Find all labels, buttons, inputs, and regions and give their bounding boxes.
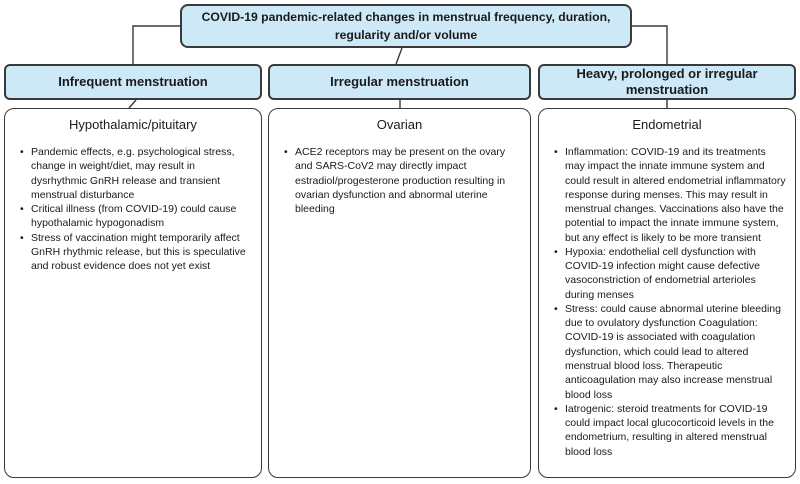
bullet-item: • Hypoxia: endothelial cell dysfunction with COVID-19 infection might cause defective vasoconstriction of endometrial arterioles during menses (554, 245, 786, 302)
bullet-item: • Stress of vaccination might temporarily affect GnRH rhythmic release, but this is speculative and robust evidence does not yet exist (20, 231, 252, 274)
bullet-item: • Critical illness (from COVID-19) could cause hypothalamic hypogonadism (20, 202, 252, 231)
bullet-item: • Pandemic effects, e.g. psychological stress, change in weight/diet, may result in dysrhythmic GnRH release and transient menstrual disturbance (20, 145, 252, 202)
bullet-item: • ACE2 receptors may be present on the ovary and SARS-CoV2 may directly impact estradiol/progesterone production resulting in ovarian dysfunction and abnormal uterine bleeding (284, 145, 521, 216)
connector-title-to-left-header (133, 26, 180, 64)
subheader-ovarian: Ovarian (376, 117, 423, 132)
content-box-endometrial (538, 108, 796, 478)
subheader-endometrial: Endometrial (632, 117, 702, 132)
bullet-item: • Inflammation: COVID-19 and its treatments may impact the innate immune system and could result in altered endometrial inflammatory response during menses. This may result in menstrual changes. Vaccinations also have the potential to impact the innate immune system, but any effect is likely to be more transient (554, 145, 786, 245)
header-infrequent-menstruation (4, 64, 262, 100)
connector-title-to-right-header (632, 26, 667, 64)
content-box-hypothalamic-pituitary (4, 108, 262, 478)
bullet-item: • Stress: could cause abnormal uterine bleeding due to ovulatory dysfunction Coagulation: COVID-19 is associated with coagulation dysfunction, which could lead to altered menstrual blood loss. Therapeutic anticoagulation may also increase menstrual blood loss (554, 302, 786, 402)
title-box (180, 4, 632, 48)
content-box-ovarian (268, 108, 531, 478)
bullet-list (544, 145, 790, 459)
header-label: Infrequent menstruation (58, 73, 208, 89)
header-label: Irregular menstruation (330, 73, 469, 89)
bullet-list (10, 145, 256, 273)
bullet-list (274, 145, 525, 216)
header-irregular-menstruation (268, 64, 531, 100)
bullet-item: • Iatrogenic: steroid treatments for COVID-19 could impact local glucocorticoid levels in the endometrium, resulting in altered menstrual blood loss (554, 402, 786, 459)
subheader-hypothalamic-pituitary: Hypothalamic/pituitary (69, 117, 197, 132)
header-label: Heavy, prolonged or irregular menstruation (576, 65, 758, 97)
connector-title-to-middle-header (396, 48, 402, 64)
connector-left-header-to-box (129, 100, 136, 108)
title-text: COVID-19 pandemic-related changes in menstrual frequency, duration, regularity and/or volume (201, 9, 611, 42)
header-heavy-prolonged-irregular-menstruation (538, 64, 796, 100)
